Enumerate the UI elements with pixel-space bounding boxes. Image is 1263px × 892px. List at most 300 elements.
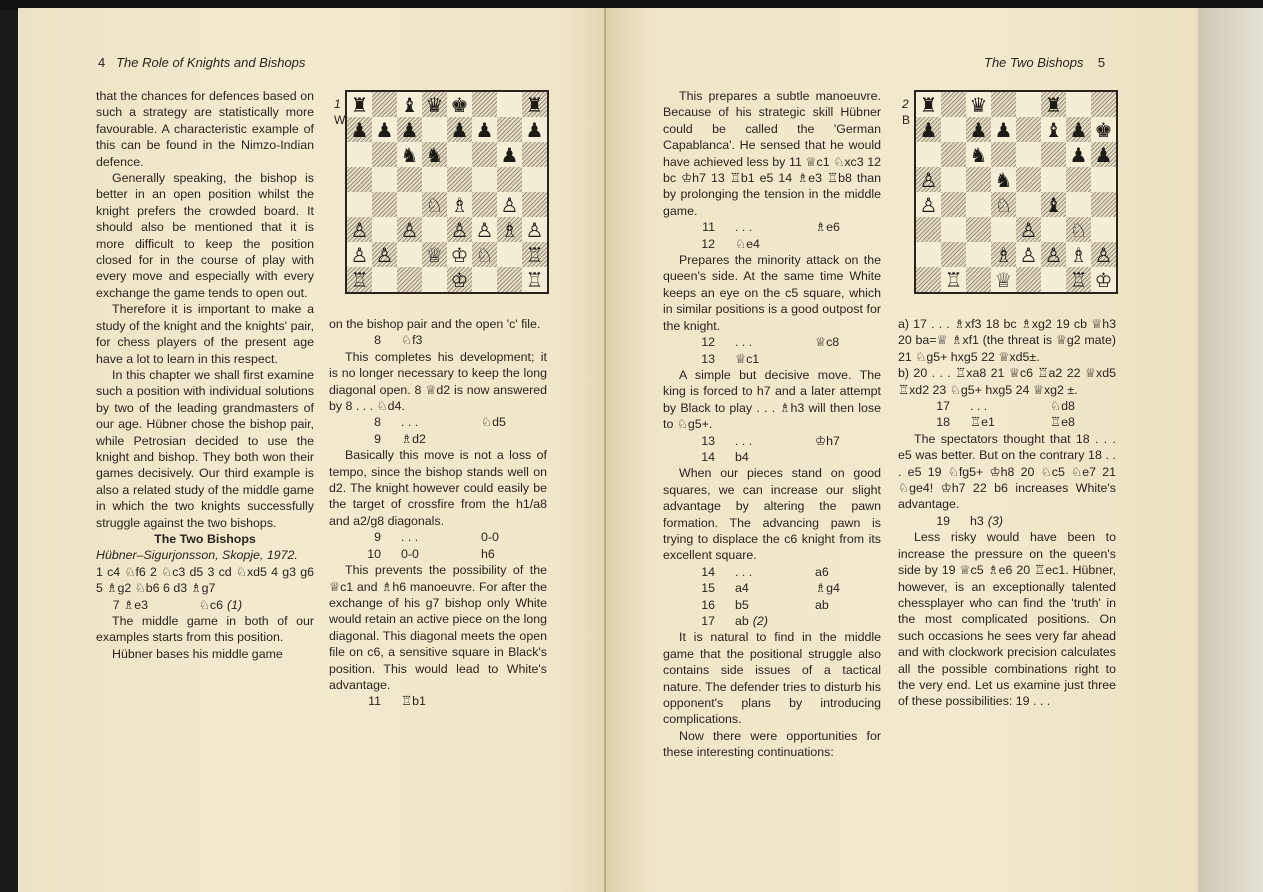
white-rook-icon: ♖ xyxy=(1069,267,1088,292)
board-square xyxy=(372,117,397,142)
board-square xyxy=(1016,167,1041,192)
move-black: h6 xyxy=(481,546,495,561)
move-line xyxy=(329,414,547,430)
board-square xyxy=(397,117,422,142)
board-square xyxy=(397,167,422,192)
board-square xyxy=(372,217,397,242)
diagram-ref: (1) xyxy=(227,597,243,612)
paragraph: on the bishop pair and the open 'c' file. xyxy=(329,317,541,331)
move-number: 9 xyxy=(374,530,381,545)
board-square xyxy=(941,267,966,292)
board-square xyxy=(372,242,397,267)
move-number: 11 xyxy=(368,694,381,709)
board-square xyxy=(447,192,472,217)
white-king-icon: ♔ xyxy=(450,242,469,267)
paragraph: It is natural to find in the middle game that the positional struggle also contains side issues of a tactical nature. The defender tries to disturb his opponent's plans by introducing complications. xyxy=(663,630,881,727)
diagram-number: 1 xyxy=(334,97,341,111)
chess-diagram-2 xyxy=(914,90,1118,294)
move-white: . . . xyxy=(970,399,988,414)
board-square xyxy=(916,217,941,242)
side-to-move: B xyxy=(902,113,911,127)
paragraph: In this chapter we shall first examine such a position with individual solutions by two of the leading grandmasters of our age. Hübner chose the bishop pair, while Petrosian decided to use the knight and bishop. They both won their games decisively. Our third example is also a related study of the middle game in which the two knights successfully struggle against the two bishops. xyxy=(96,367,314,530)
board-square xyxy=(941,167,966,192)
board-square xyxy=(447,167,472,192)
diagram-number: 2 xyxy=(902,97,909,111)
board-square xyxy=(472,267,497,292)
white-pawn-icon: ♙ xyxy=(919,167,938,192)
black-pawn-icon: ♟ xyxy=(1069,142,1088,167)
board-square xyxy=(397,192,422,217)
black-rook-icon: ♜ xyxy=(919,92,938,117)
paragraph: Therefore it is important to make a study of the knight and the knights' pair, for chess players of the present age have a lot to learn in this respect. xyxy=(96,302,314,366)
board-square xyxy=(916,242,941,267)
board-square xyxy=(472,242,497,267)
board-square xyxy=(347,217,372,242)
board-square xyxy=(1091,267,1116,292)
board-square xyxy=(447,142,472,167)
board-square xyxy=(522,92,547,117)
move-white: ♘e4 xyxy=(735,236,760,251)
board-square xyxy=(422,192,447,217)
black-rook-icon: ♜ xyxy=(350,92,369,117)
move-line xyxy=(96,597,314,613)
left-column-1 xyxy=(96,88,314,662)
black-pawn-icon: ♟ xyxy=(994,117,1013,142)
white-bishop-icon: ♗ xyxy=(1069,242,1088,267)
white-bishop-icon: ♗ xyxy=(500,217,519,242)
board-square xyxy=(422,242,447,267)
move-number: 17 xyxy=(701,614,715,628)
black-pawn-icon: ♟ xyxy=(400,117,419,142)
board-square xyxy=(966,142,991,167)
board-square xyxy=(397,267,422,292)
move-number: 12 xyxy=(701,236,715,251)
move-line xyxy=(329,431,547,447)
board-square xyxy=(347,92,372,117)
black-pawn-icon: ♟ xyxy=(1069,117,1088,142)
move-black: ♘d8 xyxy=(1050,399,1075,414)
board-square xyxy=(497,117,522,142)
board-square xyxy=(1066,217,1091,242)
black-king-icon: ♚ xyxy=(1094,117,1113,142)
board-square xyxy=(1041,92,1066,117)
move-white: . . . xyxy=(735,433,753,448)
move-white: . . . xyxy=(735,220,753,235)
board-square xyxy=(447,242,472,267)
paragraph: Basically this move is not a loss of tempo, since the bishop stands well on d2. The knight however could easily be the target of crossfire from the h1/a8 and a2/g8 diagonals. xyxy=(329,448,547,528)
board-square xyxy=(1066,92,1091,117)
move-number: 19 xyxy=(936,513,950,528)
white-pawn-icon: ♙ xyxy=(350,242,369,267)
move-white: a4 xyxy=(735,581,749,596)
black-pawn-icon: ♟ xyxy=(1094,142,1113,167)
board-square xyxy=(422,167,447,192)
white-pawn-icon: ♙ xyxy=(525,217,544,242)
move-black: ♕c8 xyxy=(815,335,840,350)
move-number: 17 xyxy=(936,399,950,414)
right-column-1 xyxy=(663,88,881,761)
board-square xyxy=(472,142,497,167)
board-square xyxy=(1016,142,1041,167)
board-square xyxy=(916,267,941,292)
right-page-header xyxy=(984,55,1105,70)
black-knight-icon: ♞ xyxy=(400,142,419,167)
board-square xyxy=(1016,92,1041,117)
move-number: 14 xyxy=(701,449,715,464)
white-knight-icon: ♘ xyxy=(475,242,494,267)
board-square xyxy=(966,192,991,217)
board-square xyxy=(347,117,372,142)
board-square xyxy=(522,117,547,142)
board-square xyxy=(916,117,941,142)
move-white: b5 xyxy=(735,597,749,612)
black-pawn-icon: ♟ xyxy=(450,117,469,142)
board-square xyxy=(347,267,372,292)
move-white: ♘f3 xyxy=(401,333,423,348)
paragraph: Hübner bases his middle game xyxy=(112,646,283,661)
move-number: 18 xyxy=(936,415,950,430)
white-rook-icon: ♖ xyxy=(525,267,544,292)
move-white: . . . xyxy=(735,564,753,579)
board-square xyxy=(941,217,966,242)
board-square xyxy=(916,92,941,117)
black-knight-icon: ♞ xyxy=(969,142,988,167)
board-square xyxy=(1066,192,1091,217)
chess-diagram-1 xyxy=(345,90,549,294)
left-page-header xyxy=(98,55,305,70)
move-number: 13 xyxy=(701,351,715,366)
move-line xyxy=(663,433,881,449)
move-black: ♗g4 xyxy=(815,581,840,596)
board-square xyxy=(991,92,1016,117)
board-square xyxy=(522,192,547,217)
move-line xyxy=(663,449,881,465)
board-square xyxy=(497,192,522,217)
move-line xyxy=(329,546,547,562)
move-line xyxy=(329,529,547,545)
left-column-2 xyxy=(329,316,547,710)
board-square xyxy=(916,167,941,192)
white-pawn-icon: ♙ xyxy=(350,217,369,242)
move-white: h3 xyxy=(970,513,984,528)
page-number: 5 xyxy=(1097,55,1106,70)
board-square xyxy=(472,167,497,192)
move-line xyxy=(663,613,881,629)
move-white: ♖b1 xyxy=(401,694,426,709)
board-square xyxy=(347,167,372,192)
paragraph: The spectators thought that 18 . . . e5 was better. But on the contrary 18 . . . e5 19 ♘fg5+ ♔h8 20 ♘c5 ♘e7 21 ♘ge4! ♔h7 22 b6 increases White's advantage. xyxy=(898,431,1116,512)
board-square xyxy=(1016,267,1041,292)
move-number: 12 xyxy=(701,335,715,350)
board-square xyxy=(522,267,547,292)
move-black: ♔h7 xyxy=(815,433,840,448)
board-square xyxy=(497,92,522,117)
move-white: b4 xyxy=(735,449,749,464)
black-queen-icon: ♛ xyxy=(425,92,444,117)
move-line xyxy=(898,414,1116,430)
board-square xyxy=(1091,167,1116,192)
move-white: ♕c1 xyxy=(735,351,760,366)
board-square xyxy=(422,117,447,142)
move-line xyxy=(898,398,1116,414)
board-square xyxy=(966,267,991,292)
board-square xyxy=(966,117,991,142)
board-square xyxy=(1041,242,1066,267)
board-square xyxy=(347,192,372,217)
black-pawn-icon: ♟ xyxy=(350,117,369,142)
board-square xyxy=(941,142,966,167)
paragraph: Generally speaking, the bishop is better in an open position whilst the knight prefers the crowded board. It should also be mentioned that it is more difficult to keep the position closed for in the course of play with every move and especially with every exchange the game tends to open out. xyxy=(96,171,314,300)
board-square xyxy=(422,92,447,117)
black-pawn-icon: ♟ xyxy=(500,142,519,167)
board-square xyxy=(497,267,522,292)
board-square xyxy=(991,117,1016,142)
board-square xyxy=(941,92,966,117)
black-pawn-icon: ♟ xyxy=(969,117,988,142)
board-square xyxy=(1041,117,1066,142)
white-pawn-icon: ♙ xyxy=(450,217,469,242)
board-square xyxy=(1066,242,1091,267)
board-square xyxy=(522,217,547,242)
board-square xyxy=(397,242,422,267)
board-square xyxy=(372,142,397,167)
board-square xyxy=(522,242,547,267)
white-knight-icon: ♘ xyxy=(994,192,1013,217)
white-rook-icon: ♖ xyxy=(350,267,369,292)
move-black: 0-0 xyxy=(481,530,499,545)
paragraph: that the chances for defences based on such a strategy are statistically more favourable. A characteristic example of this can be found in the Nimzo-Indian defence. xyxy=(96,89,314,169)
board-square xyxy=(1041,217,1066,242)
board-square xyxy=(1066,267,1091,292)
move-line xyxy=(663,597,881,613)
move-line xyxy=(329,693,547,709)
move-line xyxy=(663,564,881,580)
board-square xyxy=(372,92,397,117)
move-number: 14 xyxy=(701,564,715,579)
black-rook-icon: ♜ xyxy=(525,92,544,117)
move-number: 10 xyxy=(367,546,381,561)
move-number: 16 xyxy=(701,597,715,612)
board-square xyxy=(372,267,397,292)
paragraph: Now there were opportunities for these interesting continuations: xyxy=(663,728,881,760)
board-square xyxy=(1041,167,1066,192)
white-pawn-icon: ♙ xyxy=(1044,242,1063,267)
white-pawn-icon: ♙ xyxy=(475,217,494,242)
board-square xyxy=(497,242,522,267)
board-square xyxy=(1016,217,1041,242)
black-pawn-icon: ♟ xyxy=(525,117,544,142)
paragraph: Prepares the minority attack on the queen's side. At the same time White keeps an eye on the c5 square, which in similar positions is a good outpost for the knight. xyxy=(663,253,881,333)
left-page xyxy=(18,8,606,892)
white-knight-icon: ♘ xyxy=(1069,217,1088,242)
board-square xyxy=(497,167,522,192)
move-number: 8 xyxy=(374,415,381,430)
move-white: ♖e1 xyxy=(970,415,995,430)
white-queen-icon: ♕ xyxy=(425,242,444,267)
board-square xyxy=(447,92,472,117)
black-pawn-icon: ♟ xyxy=(475,117,494,142)
board-square xyxy=(966,217,991,242)
move-white: . . . xyxy=(401,415,419,430)
move-line xyxy=(329,332,547,348)
black-pawn-icon: ♟ xyxy=(919,117,938,142)
board-square xyxy=(347,242,372,267)
black-knight-icon: ♞ xyxy=(425,142,444,167)
move-white: 7 ♗e3 xyxy=(112,597,148,612)
move-black: ♖e8 xyxy=(1050,415,1075,430)
black-queen-icon: ♛ xyxy=(969,92,988,117)
move-black: ♘d5 xyxy=(481,415,506,430)
white-pawn-icon: ♙ xyxy=(375,242,394,267)
board-square xyxy=(991,217,1016,242)
black-king-icon: ♚ xyxy=(450,92,469,117)
diagram-label xyxy=(902,96,910,128)
board-square xyxy=(1091,92,1116,117)
page-number: 4 xyxy=(98,55,106,70)
board-square xyxy=(916,142,941,167)
move-white: ♗d2 xyxy=(401,431,426,446)
board-square xyxy=(916,192,941,217)
board-square xyxy=(1091,192,1116,217)
white-pawn-icon: ♙ xyxy=(500,192,519,217)
move-number: 13 xyxy=(701,433,715,448)
white-rook-icon: ♖ xyxy=(944,267,963,292)
board-square xyxy=(941,117,966,142)
right-column-2 xyxy=(898,316,1116,710)
board-square xyxy=(991,192,1016,217)
move-line xyxy=(663,334,881,350)
board-square xyxy=(347,142,372,167)
move-white: ab xyxy=(735,614,749,628)
black-knight-icon: ♞ xyxy=(994,167,1013,192)
move-white: 0-0 xyxy=(401,546,419,561)
board-square xyxy=(422,267,447,292)
paragraph: This prepares a subtle manoeuvre. Because of his strategic skill Hübner could be called the 'German Capablanca'. He sensed that he would have achieved less by 11 ♕c1 ♘xc3 12 bc ♔h7 13 ♖b1 e5 14 ♗e3 ♖b8 than by prolonging the tension in the middle game. xyxy=(663,89,881,218)
move-line xyxy=(663,219,881,235)
white-king-icon: ♔ xyxy=(450,267,469,292)
move-black: ♗e6 xyxy=(815,220,840,235)
move-number: 8 xyxy=(374,333,381,348)
black-bishop-icon: ♝ xyxy=(1044,117,1063,142)
board-square xyxy=(1091,242,1116,267)
board-square xyxy=(472,217,497,242)
paragraph: When our pieces stand on good squares, we can increase our slight advantage by altering the pawn formation. The advancing pawn is trying to displace the c6 knight from its excellent square. xyxy=(663,466,881,563)
board-square xyxy=(1016,242,1041,267)
move-number: 11 xyxy=(702,220,715,235)
white-knight-icon: ♘ xyxy=(425,192,444,217)
board-square xyxy=(1066,142,1091,167)
board-square xyxy=(522,167,547,192)
paragraph: A simple but decisive move. The king is forced to h7 and a later attempt by Black to play . . . ♗h3 will then lose to ♘g5+. xyxy=(663,367,881,432)
board-square xyxy=(991,267,1016,292)
move-white: . . . xyxy=(735,335,753,350)
board-square xyxy=(1041,192,1066,217)
board-square xyxy=(1016,192,1041,217)
black-pawn-icon: ♟ xyxy=(375,117,394,142)
move-line xyxy=(663,580,881,596)
board-square xyxy=(422,217,447,242)
board-square xyxy=(497,142,522,167)
board-square xyxy=(991,167,1016,192)
running-title: The Two Bishops xyxy=(984,55,1084,70)
board-square xyxy=(941,242,966,267)
board-square xyxy=(1041,267,1066,292)
board-square xyxy=(472,117,497,142)
page-edge xyxy=(1198,8,1263,892)
white-rook-icon: ♖ xyxy=(525,242,544,267)
black-bishop-icon: ♝ xyxy=(400,92,419,117)
right-page xyxy=(606,8,1198,892)
move-line xyxy=(898,513,1116,529)
board-square xyxy=(991,142,1016,167)
board-square xyxy=(1091,117,1116,142)
board-square xyxy=(966,242,991,267)
white-pawn-icon: ♙ xyxy=(1019,217,1038,242)
board-square xyxy=(372,167,397,192)
board-square xyxy=(991,242,1016,267)
diagram-label xyxy=(334,96,345,128)
move-black: ab xyxy=(815,597,829,612)
paragraph: Less risky would have been to increase the pressure on the queen's side by 19 ♕c5 ♗e6 20 ♖ec1. Hübner, however, is an exceptionally talented chessplayer who can find the 'truth' in the most complicated positions. On such occasions he sees very far ahead and with clockwork precision calculates all the possible combinations right to the very end. Let us examine just three of these possibilities: 19 . . . xyxy=(898,530,1116,709)
board-square xyxy=(1041,142,1066,167)
board-square xyxy=(1016,117,1041,142)
white-pawn-icon: ♙ xyxy=(1094,242,1113,267)
diagram-ref: (3) xyxy=(987,513,1003,528)
board-square xyxy=(497,217,522,242)
black-bishop-icon: ♝ xyxy=(1044,192,1063,217)
game-header: Hübner–Sigurjonsson, Skopje, 1972. xyxy=(96,548,298,563)
paragraph: This prevents the possibility of the ♕c1 and ♗h6 manoeuvre. For after the exchange of his g7 bishop only White would retain an active piece on the long diagonal. This diagonal meets the open file on c6, a sensitive square in Black's position. This would lead to White's advantage. xyxy=(329,563,547,692)
board-square xyxy=(1066,167,1091,192)
board-square xyxy=(372,192,397,217)
board-square xyxy=(472,192,497,217)
board-square xyxy=(522,142,547,167)
white-pawn-icon: ♙ xyxy=(400,217,419,242)
side-to-move: W xyxy=(334,113,346,127)
white-bishop-icon: ♗ xyxy=(450,192,469,217)
white-bishop-icon: ♗ xyxy=(994,242,1013,267)
paragraph: b) 20 . . . ♖xa8 21 ♕c6 ♖a2 22 ♕xd5 ♖xd2 23 ♘g5+ hxg5 24 ♕xg2 ±. xyxy=(898,366,1116,397)
white-pawn-icon: ♙ xyxy=(919,192,938,217)
move-line xyxy=(663,351,881,367)
board-square xyxy=(397,217,422,242)
book-spread xyxy=(18,8,1198,892)
paragraph: a) 17 . . . ♗xf3 18 bc ♗xg2 19 cb ♕h3 20 ba=♕ ♗xf1 (the threat is ♕g2 mate) 21 ♘g5+ hxg5 22 ♕xd5±. xyxy=(898,317,1116,364)
move-number: 9 xyxy=(374,431,381,446)
move-black: ♘c6 xyxy=(198,597,223,612)
board-square xyxy=(422,142,447,167)
move-number: 15 xyxy=(701,581,715,596)
black-rook-icon: ♜ xyxy=(1044,92,1063,117)
move-line xyxy=(663,236,881,252)
board-square xyxy=(1091,142,1116,167)
board-square xyxy=(447,117,472,142)
board-square xyxy=(472,92,497,117)
move-white: . . . xyxy=(401,530,419,545)
board-square xyxy=(447,267,472,292)
white-pawn-icon: ♙ xyxy=(1019,242,1038,267)
white-queen-icon: ♕ xyxy=(994,267,1013,292)
move-black: a6 xyxy=(815,564,829,579)
white-king-icon: ♔ xyxy=(1094,267,1113,292)
board-square xyxy=(397,142,422,167)
opening-moves: 1 c4 ♘f6 2 ♘c3 d5 3 cd ♘xd5 4 g3 g6 5 ♗g2 ♘b6 6 d3 ♗g7 xyxy=(96,564,314,596)
board-square xyxy=(941,192,966,217)
board-square xyxy=(1066,117,1091,142)
paragraph: This completes his development; it is no longer necessary to keep the long diagonal open. 8 ♕d2 is now answered by 8 . . . ♘d4. xyxy=(329,349,547,414)
running-title: The Role of Knights and Bishops xyxy=(116,55,306,70)
board-square xyxy=(447,217,472,242)
